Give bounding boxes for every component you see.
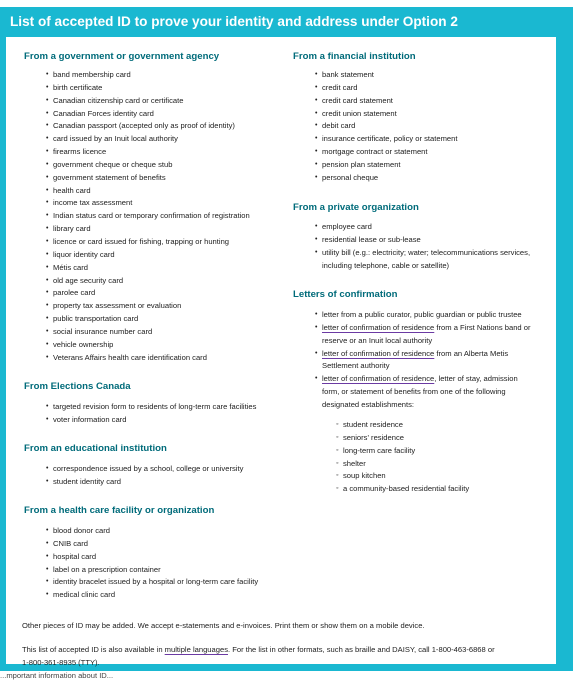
list-item: ◦ a community-based residential facility <box>293 483 469 496</box>
list-item: • vehicle ownership <box>24 339 250 352</box>
list-item: • Canadian Forces identity card <box>24 108 250 121</box>
list-item: • firearms licence <box>24 146 250 159</box>
list-item: • medical clinic card <box>24 589 258 602</box>
heading-government: From a government or government agency <box>24 51 220 62</box>
list-government <box>24 69 250 364</box>
list-item: • band membership card <box>24 69 250 82</box>
list-item: • credit union statement <box>293 108 457 121</box>
list-item <box>293 348 531 374</box>
residence-letter-link[interactable]: letter of confirmation of residence <box>322 374 435 384</box>
note-other-formats <box>22 643 542 669</box>
list-item: ◦ long-term care facility <box>293 445 469 458</box>
list-item: • credit card <box>293 82 457 95</box>
list-item-text: from an Alberta Metis <box>434 348 509 358</box>
list-financial <box>293 69 457 185</box>
list-item-text: Settlement authority <box>322 361 390 371</box>
list-item: • personal cheque <box>293 172 457 185</box>
list-item: • social insurance number card <box>24 326 250 339</box>
list-item: • government cheque or cheque stub <box>24 159 250 172</box>
panel-content <box>6 37 556 667</box>
list-item: • identity bracelet issued by a hospital or long-term care facility <box>24 576 258 589</box>
list-item: • property tax assessment or evaluation <box>24 300 250 313</box>
list-item-text: form, or statement of benefits from one of the following <box>322 387 506 397</box>
list-item: • health card <box>24 185 250 198</box>
accepted-id-panel <box>0 7 573 671</box>
list-item: • licence or card issued for fishing, trapping or hunting <box>24 236 250 249</box>
list-item: • Veterans Affairs health care identification card <box>24 352 250 365</box>
list-health <box>24 525 258 602</box>
list-item: • liquor identity card <box>24 249 250 262</box>
list-item: • student identity card <box>24 476 243 489</box>
panel-title: List of accepted ID to prove your identity and address under Option 2 <box>10 14 458 29</box>
list-item-text: utility bill (e.g.: electricity; water; telecommunications services, <box>322 247 531 257</box>
list-item: • Canadian passport (accepted only as proof of identity) <box>24 120 250 133</box>
list-item: • employee card <box>293 221 530 234</box>
list-item: • targeted revision form to residents of long-term care facilities <box>24 401 256 414</box>
note-text: . For the list in other formats, such as braille and DAISY, call 1-800-463-6868 or <box>228 645 495 654</box>
list-designated-establishments <box>293 419 469 496</box>
list-item: ◦ student residence <box>293 419 469 432</box>
list-education <box>24 463 243 489</box>
list-item-text: including telephone, cable or satellite) <box>322 260 450 270</box>
list-item: • insurance certificate, policy or statement <box>293 133 457 146</box>
heading-financial: From a financial institution <box>293 51 416 62</box>
list-item: • letter from a public curator, public guardian or public trustee <box>293 309 531 322</box>
list-item-text: reserve or an Inuit local authority <box>322 335 433 345</box>
list-item: • parolee card <box>24 287 250 300</box>
list-item: • income tax assessment <box>24 197 250 210</box>
list-item: • pension plan statement <box>293 159 457 172</box>
list-item: • card issued by an Inuit local authority <box>24 133 250 146</box>
list-item: • Indian status card or temporary confirmation of registration <box>24 210 250 223</box>
list-item: • mortgage contract or statement <box>293 146 457 159</box>
list-item: • CNIB card <box>24 538 258 551</box>
list-item: • bank statement <box>293 69 457 82</box>
list-item: • voter information card <box>24 414 256 427</box>
list-item-text: from a First Nations band or <box>434 322 531 332</box>
list-item-text: , letter of stay, admission <box>434 374 518 384</box>
note-text: 1-800-361-8935 (TTY). <box>22 658 100 667</box>
heading-health: From a health care facility or organization <box>24 505 215 516</box>
list-item: • blood donor card <box>24 525 258 538</box>
list-item: • label on a prescription container <box>24 564 258 577</box>
residence-letter-link[interactable]: letter of confirmation of residence <box>322 322 435 332</box>
note-other-id: Other pieces of ID may be added. We accept e-statements and e-invoices. Print them or show them on a mobile device. <box>22 621 425 630</box>
list-item <box>293 247 530 273</box>
footer-partial-text: ...mportant information about ID... <box>0 671 114 680</box>
residence-letter-link[interactable]: letter of confirmation of residence <box>322 348 435 358</box>
list-item: • public transportation card <box>24 313 250 326</box>
list-item: • hospital card <box>24 551 258 564</box>
list-item: • government statement of benefits <box>24 172 250 185</box>
list-item: • credit card statement <box>293 95 457 108</box>
list-item: • library card <box>24 223 250 236</box>
list-item: • residential lease or sub-lease <box>293 234 530 247</box>
list-item: • correspondence issued by a school, college or university <box>24 463 243 476</box>
list-item: ◦ shelter <box>293 458 469 471</box>
note-text: This list of accepted ID is also available in <box>22 645 165 654</box>
list-item: ◦ soup kitchen <box>293 470 469 483</box>
list-item: • birth certificate <box>24 82 250 95</box>
list-item <box>293 322 531 348</box>
list-item-text: designated establishments: <box>322 399 415 409</box>
list-item: • old age security card <box>24 275 250 288</box>
heading-elections: From Elections Canada <box>24 381 131 392</box>
list-item: ◦ seniors' residence <box>293 432 469 445</box>
list-item <box>293 373 531 412</box>
list-letters <box>293 309 531 412</box>
heading-education: From an educational institution <box>24 443 167 454</box>
multiple-languages-link[interactable]: multiple languages <box>164 645 228 654</box>
list-item: • Métis card <box>24 262 250 275</box>
list-private <box>293 221 530 272</box>
heading-private: From a private organization <box>293 202 419 213</box>
list-elections <box>24 401 256 427</box>
list-item: • Canadian citizenship card or certificate <box>24 95 250 108</box>
heading-letters: Letters of confirmation <box>293 289 398 300</box>
list-item: • debit card <box>293 120 457 133</box>
